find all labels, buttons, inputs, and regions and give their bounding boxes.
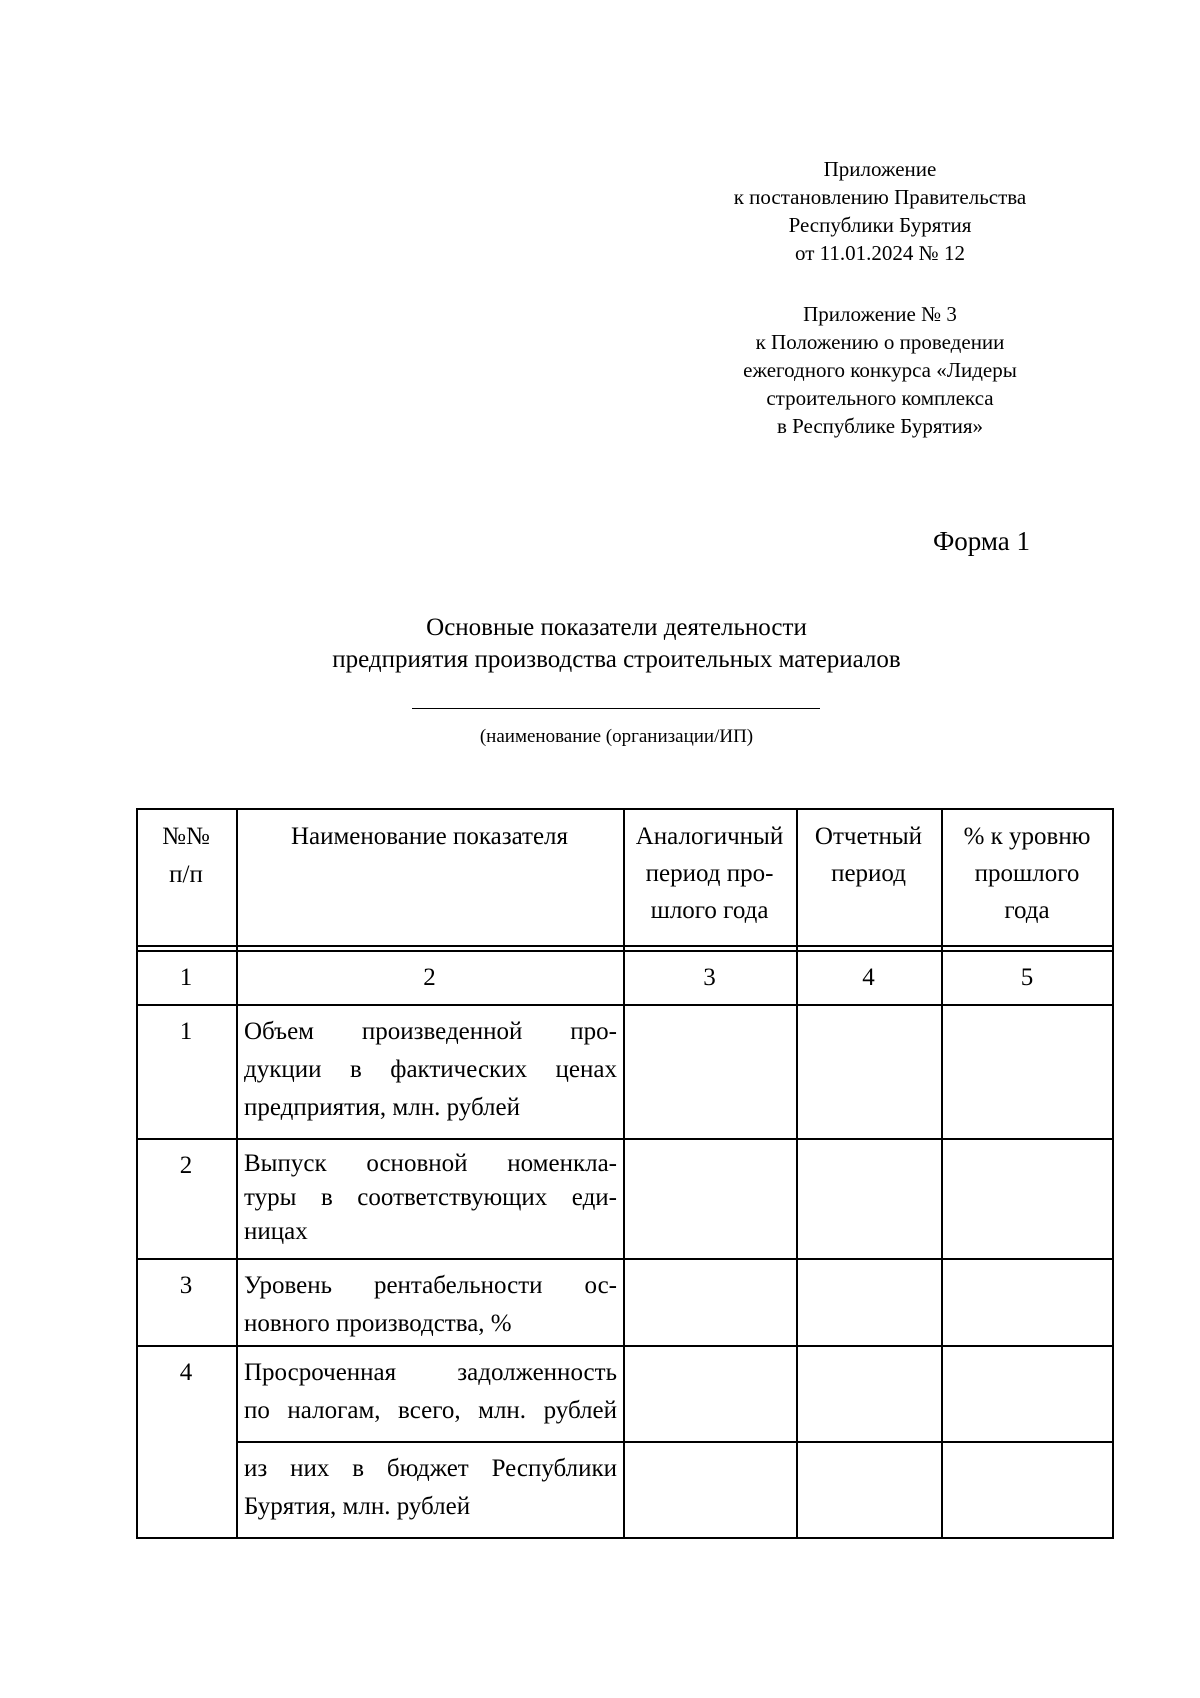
header-number: [136, 818, 236, 893]
indicator-text-line: Уровень рентабельности ос-: [244, 1272, 617, 1299]
column-number: 3: [703, 964, 716, 991]
appendix-2-line: ежегодного конкурса «Лидеры: [743, 358, 1017, 382]
appendix-1-line: к постановлению Правительства: [733, 185, 1027, 209]
table-border: [136, 1138, 1113, 1140]
row-number: 3: [179, 1272, 193, 1299]
header-reporting-period: [796, 818, 941, 892]
row-number: 2: [179, 1152, 193, 1179]
indicator-text-line: Выпуск основной номенкла-: [244, 1150, 617, 1177]
title-line-1: Основные показатели деятельности: [426, 614, 807, 641]
appendix-header-government-resolution: [660, 155, 1100, 267]
indicator-text-line: Просроченная задолженность: [244, 1359, 617, 1386]
indicator-text-line: дукции в фактических ценах: [244, 1056, 617, 1083]
appendix-1-line: Республики Бурятия: [788, 213, 972, 237]
indicator-text-line: новного производства, %: [244, 1310, 512, 1337]
row-number: 4: [179, 1359, 193, 1386]
column-number: 5: [1020, 964, 1034, 991]
column-number: 1: [179, 964, 193, 991]
header-previous-year-period: [623, 818, 796, 929]
header-percent-line-1: % к уровню: [963, 823, 1091, 850]
indicator-text-line: предприятия, млн. рублей: [244, 1094, 520, 1121]
header-reporting-line-1: Отчетный: [814, 823, 923, 850]
column-number: 4: [862, 964, 875, 991]
header-reporting-line-2: период: [831, 860, 906, 887]
row-indicator-name: [244, 1013, 617, 1127]
table-border: [236, 1441, 1113, 1443]
indicator-text-line: из них в бюджет Республики: [244, 1455, 617, 1482]
appendix-header-regulation: [660, 300, 1100, 440]
indicator-text-line: ницах: [244, 1218, 308, 1245]
indicator-text-line: Объем произведенной про-: [244, 1018, 617, 1045]
header-previous-line-3: шлого года: [650, 897, 769, 924]
header-number-line-1: №№: [162, 823, 210, 850]
appendix-2-line: к Положению о проведении: [755, 330, 1005, 354]
organization-name-caption: (наименование (организации/ИП): [479, 726, 754, 747]
header-number-line-2: п/п: [169, 861, 203, 888]
appendix-2-line: строительного комплекса: [766, 386, 994, 410]
header-percent-line-3: года: [1004, 897, 1050, 924]
form-label: Форма 1: [932, 526, 1030, 556]
header-percent-line-2: прошлого: [974, 860, 1080, 887]
table-border: [136, 1258, 1113, 1260]
table-border: [796, 808, 798, 1539]
indicators-table: [136, 808, 1113, 1535]
row-indicator-name: [244, 1450, 617, 1526]
indicator-text-line: по налогам, всего, млн. рублей: [244, 1397, 617, 1424]
table-border: [136, 1345, 1113, 1347]
table-border: [136, 950, 1113, 952]
row-indicator-name: [244, 1267, 617, 1343]
column-number: 2: [423, 964, 436, 991]
indicator-text-line: Бурятия, млн. рублей: [244, 1493, 471, 1520]
title-line-2: предприятия производства строительных материалов: [332, 646, 901, 673]
table-border: [236, 808, 238, 1539]
row-indicator-name: [244, 1147, 617, 1249]
document-title: [0, 612, 1200, 676]
header-previous-line-2: период про-: [645, 860, 774, 887]
organization-name-line: [412, 708, 820, 709]
appendix-1-line: от 11.01.2024 № 12: [795, 241, 965, 265]
table-border: [136, 1537, 1113, 1539]
indicator-text-line: туры в соответствующих еди-: [244, 1184, 617, 1211]
header-indicator-name-text: Наименование показателя: [290, 823, 569, 850]
row-number: 1: [179, 1018, 193, 1045]
table-border: [136, 945, 1113, 947]
appendix-2-line: в Республике Бурятия»: [776, 414, 984, 438]
table-border: [136, 1004, 1113, 1006]
table-border: [136, 808, 1113, 810]
appendix-1-line: Приложение: [823, 157, 937, 181]
header-indicator-name: [236, 818, 623, 855]
header-previous-line-1: Аналогичный: [635, 823, 784, 850]
header-percent-of-last-year: [941, 818, 1113, 929]
row-indicator-name: [244, 1354, 617, 1430]
appendix-2-line: Приложение № 3: [803, 302, 957, 326]
